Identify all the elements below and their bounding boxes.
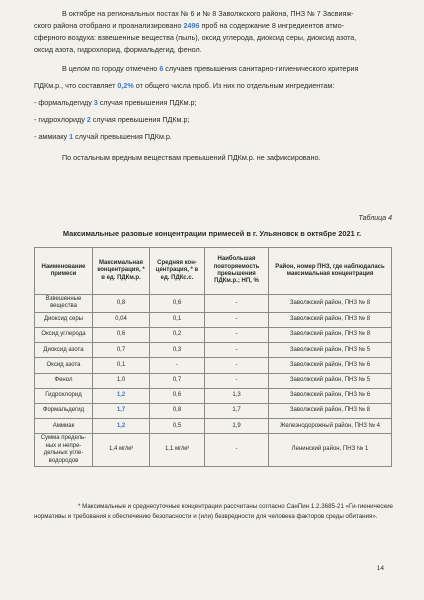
- table-label: Таблица 4: [358, 215, 392, 222]
- table-row: Диоксид серы 0,04 0,1 - Заволжский район, ПНЗ № 8: [35, 312, 392, 327]
- table-header-row: [35, 248, 392, 295]
- para2-line2: ПДКм.р., что составляет 0,2% от общего числа проб. Из них по отдельным ингредиентам:: [34, 81, 335, 90]
- table-row: Взвешенные вещества 0,8 0,6 - Заволжский район, ПНЗ № 8: [35, 295, 392, 313]
- para1-line4: оксид азота, гидрохлорид, формальдегид, фенол.: [34, 45, 202, 54]
- bullet-hydrochloride: - гидрохлориду 2 случая превышения ПДКм.р;: [34, 115, 190, 124]
- probe-count: 2496: [183, 21, 200, 30]
- table-row: Аммиак 1,2 0,5 1,9 Железнодорожный район, ПНЗ № 4: [35, 419, 392, 434]
- page-number: 14: [376, 565, 384, 572]
- header-repeatability: Наибольшая повторяемость превышения ПДКм.р.; НП, %: [205, 248, 269, 295]
- para3: По остальным вредным веществам превышений ПДКм.р. не зафиксировано.: [62, 153, 321, 162]
- para1-line2: ского района отобрано и проанализировано 2496 проб на содержание 8 ингредиентов атмо-: [34, 21, 344, 30]
- table-title: Максимальные разовые концентрации примесей в г. Ульяновск в октябре 2021 г.: [62, 229, 362, 238]
- footnote: * Максимальные и среднесуточные концентрации рассчитаны согласно СанПин 1.2.3685-21 «Ги-гиенические нормативы и требования к обеспечению безопасности и (или) безвредности для человека факторов среды обитания».: [34, 503, 393, 521]
- table-row: Формальдегид 1,7 0,8 1,7 Заволжский район, ПНЗ № 8: [35, 403, 392, 418]
- table-row: Гидрохлорид 1,2 0,6 1,3 Заволжский район, ПНЗ № 6: [35, 388, 392, 403]
- table-row: Фенол 1,0 0,7 - Заволжский район, ПНЗ № 5: [35, 373, 392, 388]
- percent-value: 0,2%: [117, 81, 134, 90]
- header-district: Район, номер ПНЗ, где наблюдалась максимальная концентрация: [269, 248, 392, 295]
- header-max-concentration: Максимальная концентрация, * в ед. ПДКм.р.: [93, 248, 150, 295]
- table-row: Сумма предель-ных и непре-дельных угле-водородов 1,4 мг/м³ 1,1 мг/м³ - Ленинский район, ПНЗ № 1: [35, 434, 392, 467]
- header-avg-concentration: Средняя кон-центрация, * в ед. ПДКс.с.: [150, 248, 205, 295]
- bullet-ammonia: - аммиаку 1 случай превышения ПДКм.р.: [34, 132, 172, 141]
- table-row: Диоксид азота 0,7 0,3 - Заволжский район, ПНЗ № 5: [35, 343, 392, 358]
- para1-line3: сферного воздуха: взвешенные вещества (пыль), оксид углерода, диоксид серы, диоксид азота,: [34, 33, 357, 42]
- table-row: Оксид азота 0,1 - - Заволжский район, ПНЗ № 6: [35, 358, 392, 373]
- bullet-formaldehyde: - формальдегиду 3 случая превышения ПДКм.р;: [34, 98, 197, 107]
- para2-line1: В целом по городу отмечено 6 случаев превышения санитарно-гигиенического критерия: [62, 64, 359, 73]
- table-row: Оксид углерода 0,6 0,2 - Заволжский район, ПНЗ № 8: [35, 328, 392, 343]
- para1-line1: В октябре на региональных постах № 6 и № 8 Заволжского района, ПНЗ № 7 Засвияж-: [62, 9, 354, 18]
- header-substance: Наименование примеси: [35, 248, 93, 295]
- concentration-table: [34, 247, 392, 467]
- case-count: 6: [159, 64, 164, 73]
